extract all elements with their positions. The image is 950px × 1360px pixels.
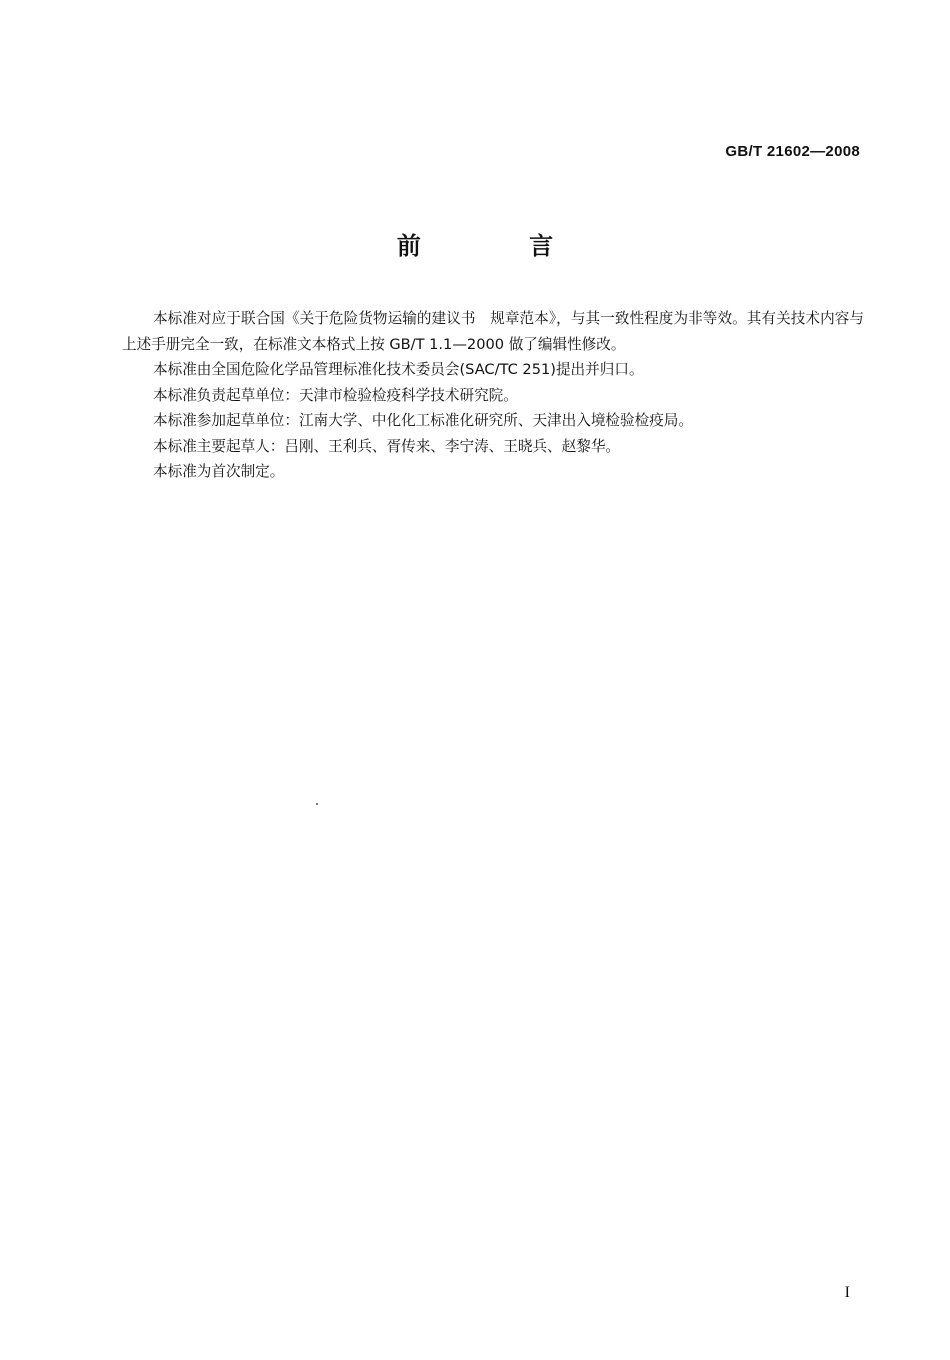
scan-speck xyxy=(316,803,318,805)
paragraph-first-issue: 本标准为首次制定。 xyxy=(153,463,285,480)
paragraph-lead-drafter: 本标准负责起草单位：天津市检验检疫科学技术研究院。 xyxy=(153,386,518,404)
paragraph-main-drafters: 本标准主要起草人：吕刚、王利兵、胥传来、李宁涛、王晓兵、赵黎华。 xyxy=(153,437,621,455)
foreword-body xyxy=(122,306,864,485)
page-title: 前 言 xyxy=(396,232,604,260)
paragraph-proposer: 本标准由全国危险化学品管理标准化技术委员会(SAC/TC 251)提出并归口。 xyxy=(153,361,644,378)
standard-code: GB/T 21602—2008 xyxy=(725,143,860,160)
paragraph-correspondence: 本标准对应于联合国《关于危险货物运输的建议书 规章范本》，与其一致性程度为非等效。其有关技术内容与上述手册完全一致，在标准文本格式上按 GB/T 1.1—2000 做了编辑性修改。 xyxy=(122,310,864,353)
paragraph-participating-drafters: 本标准参加起草单位：江南大学、中化化工标准化研究所、天津出入境检验检疫局。 xyxy=(153,412,693,429)
page-number: I xyxy=(844,1284,850,1301)
